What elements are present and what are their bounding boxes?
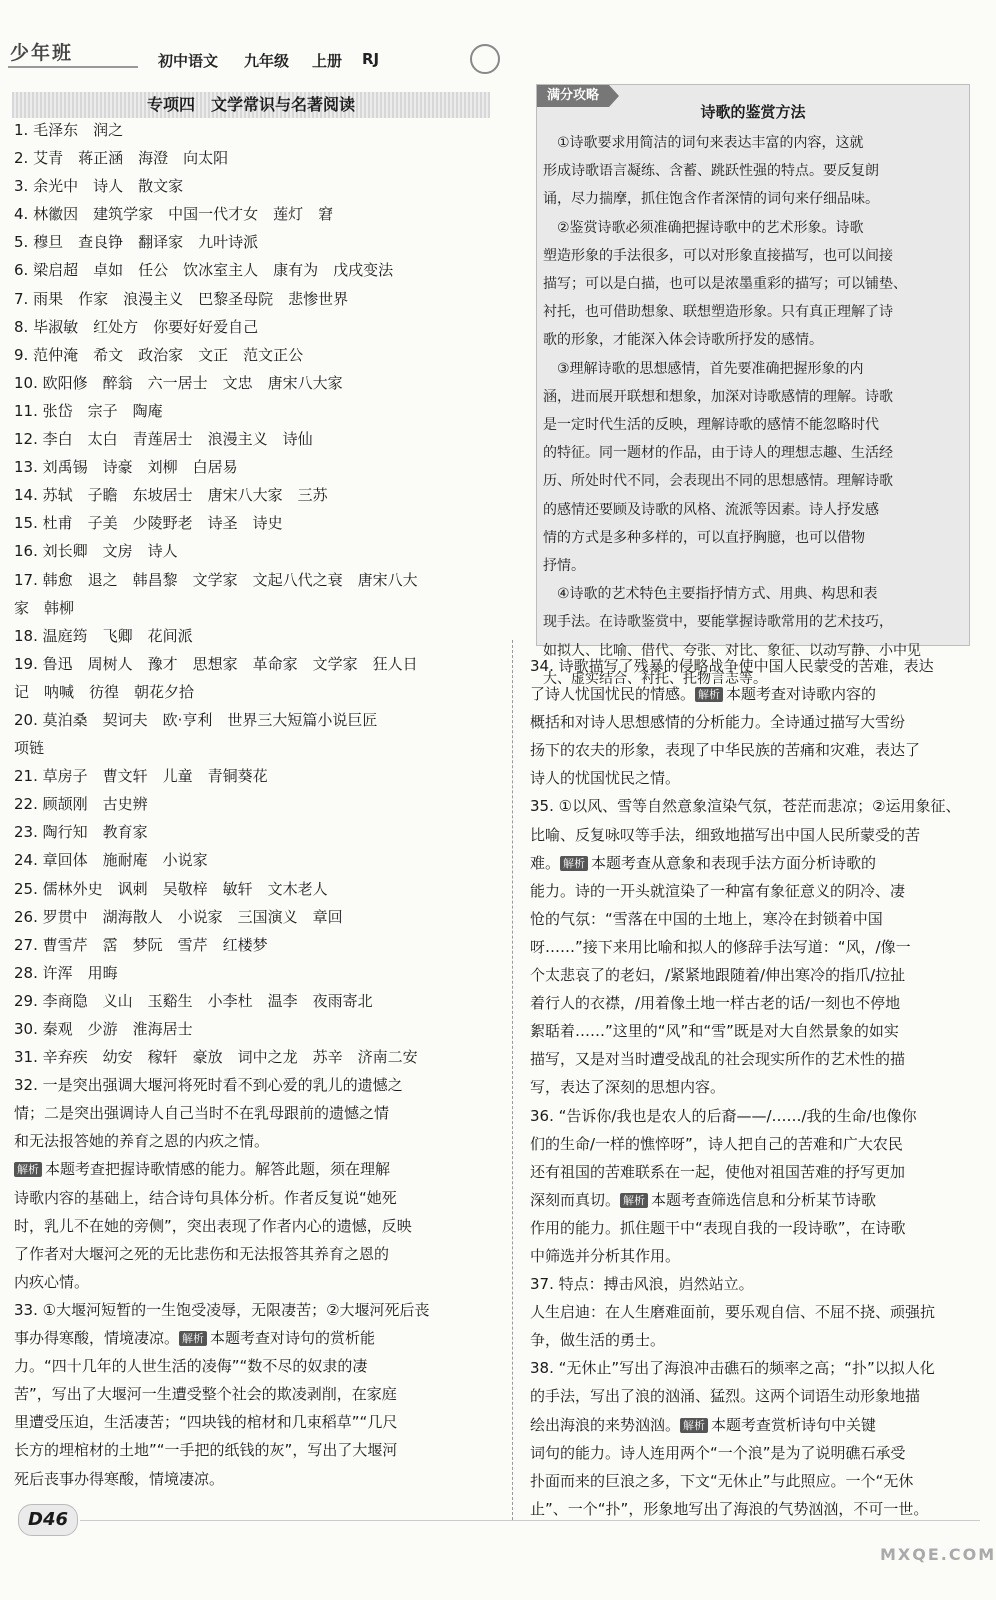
answer-line: 记 呐喊 彷徨 朝花夕拾 [14, 682, 195, 701]
analysis-tag: 解析 [680, 1418, 708, 1433]
answer-line: 35. ①以风、雪等自然意象渲染气氛，苍茫而悲凉；②运用象征、 [530, 797, 961, 816]
strategy-line: 抒情。 [543, 558, 585, 575]
answer-line: 19. 鲁迅 周树人 豫才 思想家 革命家 文学家 狂人日 [14, 654, 418, 673]
answer-line: 37. 特点：搏击风浪，岿然站立。 [530, 1275, 754, 1294]
strategy-line: 涵，进而展开联想和想象，加深对诗歌感情的理解。诗歌 [543, 388, 893, 405]
answer-line: 20. 莫泊桑 契诃夫 欧·亨利 世界三大短篇小说巨匠 [14, 710, 378, 729]
answer-line: 32. 一是突出强调大堰河将死时看不到心爱的乳儿的遗憾之 [14, 1076, 403, 1095]
answer-line: 11. 张岱 宗子 陶庵 [14, 401, 163, 420]
answer-line: 深刻而真切。 解析 本题考查筛选信息和分析某节诗歌 [530, 1190, 877, 1209]
answer-line: 家 韩柳 [14, 598, 75, 617]
answer-line: 们的生命/一样的憔悴呀”，诗人把自己的苦难和广大农民 [530, 1134, 903, 1153]
strategy-line: 形成诗歌语言凝练、含蓄、跳跃性强的特点。要反复朗 [543, 163, 879, 180]
answer-line: 死后丧事办得寒酸，情境凄凉。 [14, 1469, 225, 1488]
strategy-line: ②鉴赏诗歌必须准确把握诗歌中的艺术形象。诗歌 [543, 219, 864, 236]
answer-line: 时，乳儿不在她的旁侧”，突出表现了作者内心的遗憾，反映 [14, 1216, 412, 1235]
answer-line: 27. 曹雪芹 霑 梦阮 雪芹 红楼梦 [14, 935, 268, 954]
answer-line: 诗人的忧国忧民之情。 [530, 769, 681, 788]
answer-line: 24. 章回体 施耐庵 小说家 [14, 851, 208, 870]
answer-line: 14. 苏轼 子瞻 东坡居士 唐宋八大家 三苏 [14, 486, 328, 505]
right-answer-column [530, 652, 970, 1523]
answer-line: 36. “告诉你/我也是农人的后裔——/……/我的生命/也像你 [530, 1106, 917, 1125]
answer-line: 写，表达了深刻的思想内容。 [530, 1078, 726, 1097]
answer-line: 2. 艾青 蒋正涵 海澄 向太阳 [14, 149, 229, 168]
strategy-line: ③理解诗歌的思想感情，首先要准确把握形象的内 [543, 360, 864, 377]
answer-line: 人生启迪：在人生磨难面前，要乐观自信、不屈不挠、顽强抗 [530, 1303, 936, 1322]
strategy-line: 歌的形象，才能深入体会诗歌所抒发的感情。 [543, 332, 823, 349]
analysis-tag: 解析 [620, 1193, 648, 1208]
brand-logo: 少年班 [10, 42, 74, 64]
strategy-body [543, 129, 963, 693]
answer-line: 6. 梁启超 卓如 任公 饮冰室主人 康有为 戊戌变法 [14, 261, 394, 280]
answer-line: 22. 顾颉刚 古史辨 [14, 795, 148, 814]
answer-line: 16. 刘长卿 文房 诗人 [14, 542, 178, 561]
answer-line: 31. 辛弃疾 幼安 稼轩 豪放 词中之龙 苏辛 济南二安 [14, 1048, 418, 1067]
strategy-line: 情的方式是多种多样的，可以直抒胸臆，也可以借物 [543, 529, 865, 546]
page-header [0, 0, 996, 86]
answer-line: 25. 儒林外史 讽刺 吴敬梓 敏轩 文木老人 [14, 879, 328, 898]
strategy-line: 诵，尽力揣摩，抓住饱含作者深情的词句来仔细品味。 [543, 191, 879, 208]
answer-line: 项链 [14, 739, 45, 758]
answer-line: 23. 陶行知 教育家 [14, 823, 148, 842]
answer-line: 绘出海浪的来势汹汹。 解析 本题考查赏析诗句中关键 [530, 1415, 877, 1434]
answer-line: 28. 许浑 用晦 [14, 963, 118, 982]
strategy-line: ④诗歌的艺术特色主要指抒情方式、用典、构思和表 [543, 586, 878, 603]
strategy-line: 如拟人、比喻、借代、夸张、对比、象征、以动写静、小中见 [543, 642, 921, 659]
strategy-line: 的特征。同一题材的作品，由于诗人的理想志趣、生活经 [543, 445, 893, 462]
answer-line: 29. 李商隐 义山 玉谿生 小李杜 温李 夜雨寄北 [14, 991, 373, 1010]
answer-line: 长方的埋棺材的土地”“一手把的纸钱的灰”，写出了大堰河 [14, 1441, 398, 1460]
answer-line: 苦”，写出了大堰河一生遭受整个社会的欺凌剥削，在家庭 [14, 1385, 397, 1404]
answer-line: 38. “无休止”写出了海浪冲击礁石的频率之高；“扑”以拟人化 [530, 1359, 935, 1378]
site-watermark: MXQE.COM [880, 1545, 996, 1564]
answer-line: 33. ①大堰河短暂的一生饱受凌辱，无限凄苦；②大堰河死后丧 [14, 1300, 430, 1319]
answer-line: 呀……”接下来用比喻和拟人的修辞手法写道：“风，/像一 [530, 937, 911, 956]
answer-line: 描写，又是对当时遭受战乱的社会现实所作的艺术性的描 [530, 1050, 906, 1069]
analysis-tag: 解析 [560, 856, 588, 871]
strategy-line: ①诗歌要求用简洁的词句来表达丰富的内容，这就 [543, 135, 864, 151]
answer-line: 8. 毕淑敏 红处方 你要好好爱自己 [14, 317, 259, 336]
answer-line: 的手法，写出了浪的汹涌、猛烈。这两个词语生动形象地描 [530, 1387, 921, 1406]
strategy-line: 历、所处时代不同，会表现出不同的思想感情。理解诗歌 [543, 473, 893, 490]
answer-line: 力。“四十几年的人世生活的凌侮”“数不尽的奴隶的凄 [14, 1357, 368, 1376]
answer-line: 词句的能力。诗人连用两个“一个浪”是为了说明礁石承受 [530, 1443, 906, 1462]
answer-line: 10. 欧阳修 醉翁 六一居士 文忠 唐宋八大家 [14, 373, 343, 392]
left-answer-column [14, 116, 492, 1493]
answer-line: 难。 解析 本题考查从意象和表现手法方面分析诗歌的 [530, 853, 877, 872]
answer-line: 作用的能力。抓住题干中“表现自我的一段诗歌”，在诗歌 [530, 1218, 906, 1237]
mascot-icon [470, 44, 500, 74]
strategy-line: 现手法。在诗歌鉴赏中，要能掌握诗歌常用的艺术技巧， [543, 614, 893, 631]
answer-line: 扑面而来的巨浪之多，下文“无休止”与此照应。一个“无休 [530, 1471, 914, 1490]
header-term: 上册 [312, 52, 343, 70]
strategy-line: 大、虚实结合、衬托、托物言志等。 [543, 670, 767, 687]
strategy-badge: 满分攻略 [537, 85, 609, 107]
section-title: 专项四 文学常识与名著阅读 [12, 92, 490, 118]
answer-line: 止”、一个“扑”，形象地写出了海浪的气势汹汹，不可一世。 [530, 1499, 929, 1518]
answer-line: 1. 毛泽东 润之 [14, 121, 124, 139]
answer-line: 26. 罗贯中 湖海散人 小说家 三国演义 章回 [14, 907, 343, 926]
strategy-line: 的感情还要顾及诗歌的风格、流派等因素。诗人抒发感 [543, 501, 879, 518]
header-edition: RJ [362, 50, 380, 68]
answer-line: 能力。诗的一开头就渲染了一种富有象征意义的阴冷、凄 [530, 881, 906, 900]
strategy-line: 描写；可以是白描，也可以是浓墨重彩的描写；可以铺垫、 [543, 276, 907, 293]
answer-line: 争，做生活的勇士。 [530, 1331, 666, 1350]
answer-line: 个太悲哀了的老妇，/紧紧地跟随着/伸出寒冷的指爪/拉扯 [530, 966, 906, 985]
answer-line: 解析 本题考查把握诗歌情感的能力。解答此题，须在理解 [14, 1155, 492, 1183]
answer-line: 情；二是突出强调诗人自己当时不在乳母跟前的遗憾之情 [14, 1104, 390, 1123]
answer-line: 12. 李白 太白 青莲居士 浪漫主义 诗仙 [14, 430, 313, 449]
header-grade: 九年级 [244, 52, 290, 70]
brand-underline [8, 66, 138, 68]
answer-line: 内疚心情。 [14, 1272, 90, 1291]
analysis-tag: 解析 [14, 1162, 42, 1177]
column-divider [512, 640, 513, 1520]
strategy-line: 是一定时代生活的反映，理解诗歌的感情不能忽略时代 [543, 417, 879, 434]
answer-line: 事办得寒酸，情境凄凉。 解析 本题考查对诗句的赏析能 [14, 1329, 376, 1348]
answer-line: 中筛选并分析其作用。 [530, 1246, 681, 1265]
answer-line: 34. 诗歌描写了残暴的侵略战争使中国人民蒙受的苦难，表达 [530, 657, 934, 675]
strategy-line: 塑造形象的手法很多，可以对形象直接描写，也可以间接 [543, 247, 893, 264]
answer-line: 21. 草房子 曹文轩 儿童 青铜葵花 [14, 767, 268, 786]
answer-line: 9. 范仲淹 希文 政治家 文正 范文正公 [14, 345, 304, 364]
answer-line: 18. 温庭筠 飞卿 花间派 [14, 626, 193, 645]
answer-line: 诗歌内容的基础上，结合诗句具体分析。作者反复说“她死 [14, 1188, 397, 1207]
answer-line: 30. 秦观 少游 淮海居士 [14, 1020, 193, 1038]
answer-line: 3. 余光中 诗人 散文家 [14, 177, 184, 196]
answer-line: 里遭受压迫，生活凄苦；“四块钱的棺材和几束稻草”“几尺 [14, 1413, 398, 1432]
answer-line: 和无法报答她的养育之恩的内疚之情。 [14, 1132, 270, 1151]
strategy-title: 诗歌的鉴赏方法 [700, 103, 806, 121]
strategy-line: 衬托，也可借助想象、联想塑造形象。只有真正理解了诗 [543, 304, 893, 321]
answer-line: 17. 韩愈 退之 韩昌黎 文学家 文起八代之衰 唐宋八大 [14, 570, 418, 589]
answer-line: 4. 林徽因 建筑学家 中国一代才女 莲灯 窘 [14, 205, 334, 224]
answer-line: 了作者对大堰河之死的无比悲伤和无法报答其养育之恩的 [14, 1244, 390, 1263]
answer-line: 怆的气氛：“雪落在中国的土地上，寒冷在封锁着中国 [530, 909, 883, 928]
answer-line: 概括和对诗人思想感情的分析能力。全诗通过描写大雪纷 [530, 713, 906, 732]
answer-line: 了诗人忧国忧民的情感。 解析 本题考查对诗歌内容的 [530, 685, 877, 704]
footer-line [80, 1520, 980, 1521]
answer-line: 13. 刘禹锡 诗豪 刘柳 白居易 [14, 458, 238, 477]
answer-line: 着行人的衣襟，/用着像土地一样古老的话/一刻也不停地 [530, 994, 901, 1013]
answer-line: 7. 雨果 作家 浪漫主义 巴黎圣母院 悲惨世界 [14, 289, 349, 308]
page-number: D46 [18, 1504, 78, 1536]
answer-line: 15. 杜甫 子美 少陵野老 诗圣 诗史 [14, 514, 283, 533]
answer-line: 絮聒着……”这里的“风”和“雪”既是对大自然景象的如实 [530, 1022, 899, 1041]
analysis-tag: 解析 [179, 1331, 207, 1346]
analysis-tag: 解析 [695, 687, 723, 702]
header-subject: 初中语文 [158, 52, 219, 70]
answer-line: 比喻、反复咏叹等手法，细致地描写出中国人民所蒙受的苦 [530, 825, 921, 844]
answer-line: 还有祖国的苦难联系在一起，使他对祖国苦难的抒写更加 [530, 1162, 906, 1181]
answer-line: 5. 穆旦 查良铮 翻译家 九叶诗派 [14, 233, 259, 252]
answer-line: 扬下的农夫的形象，表现了中华民族的苦痛和灾难，表达了 [530, 741, 921, 760]
